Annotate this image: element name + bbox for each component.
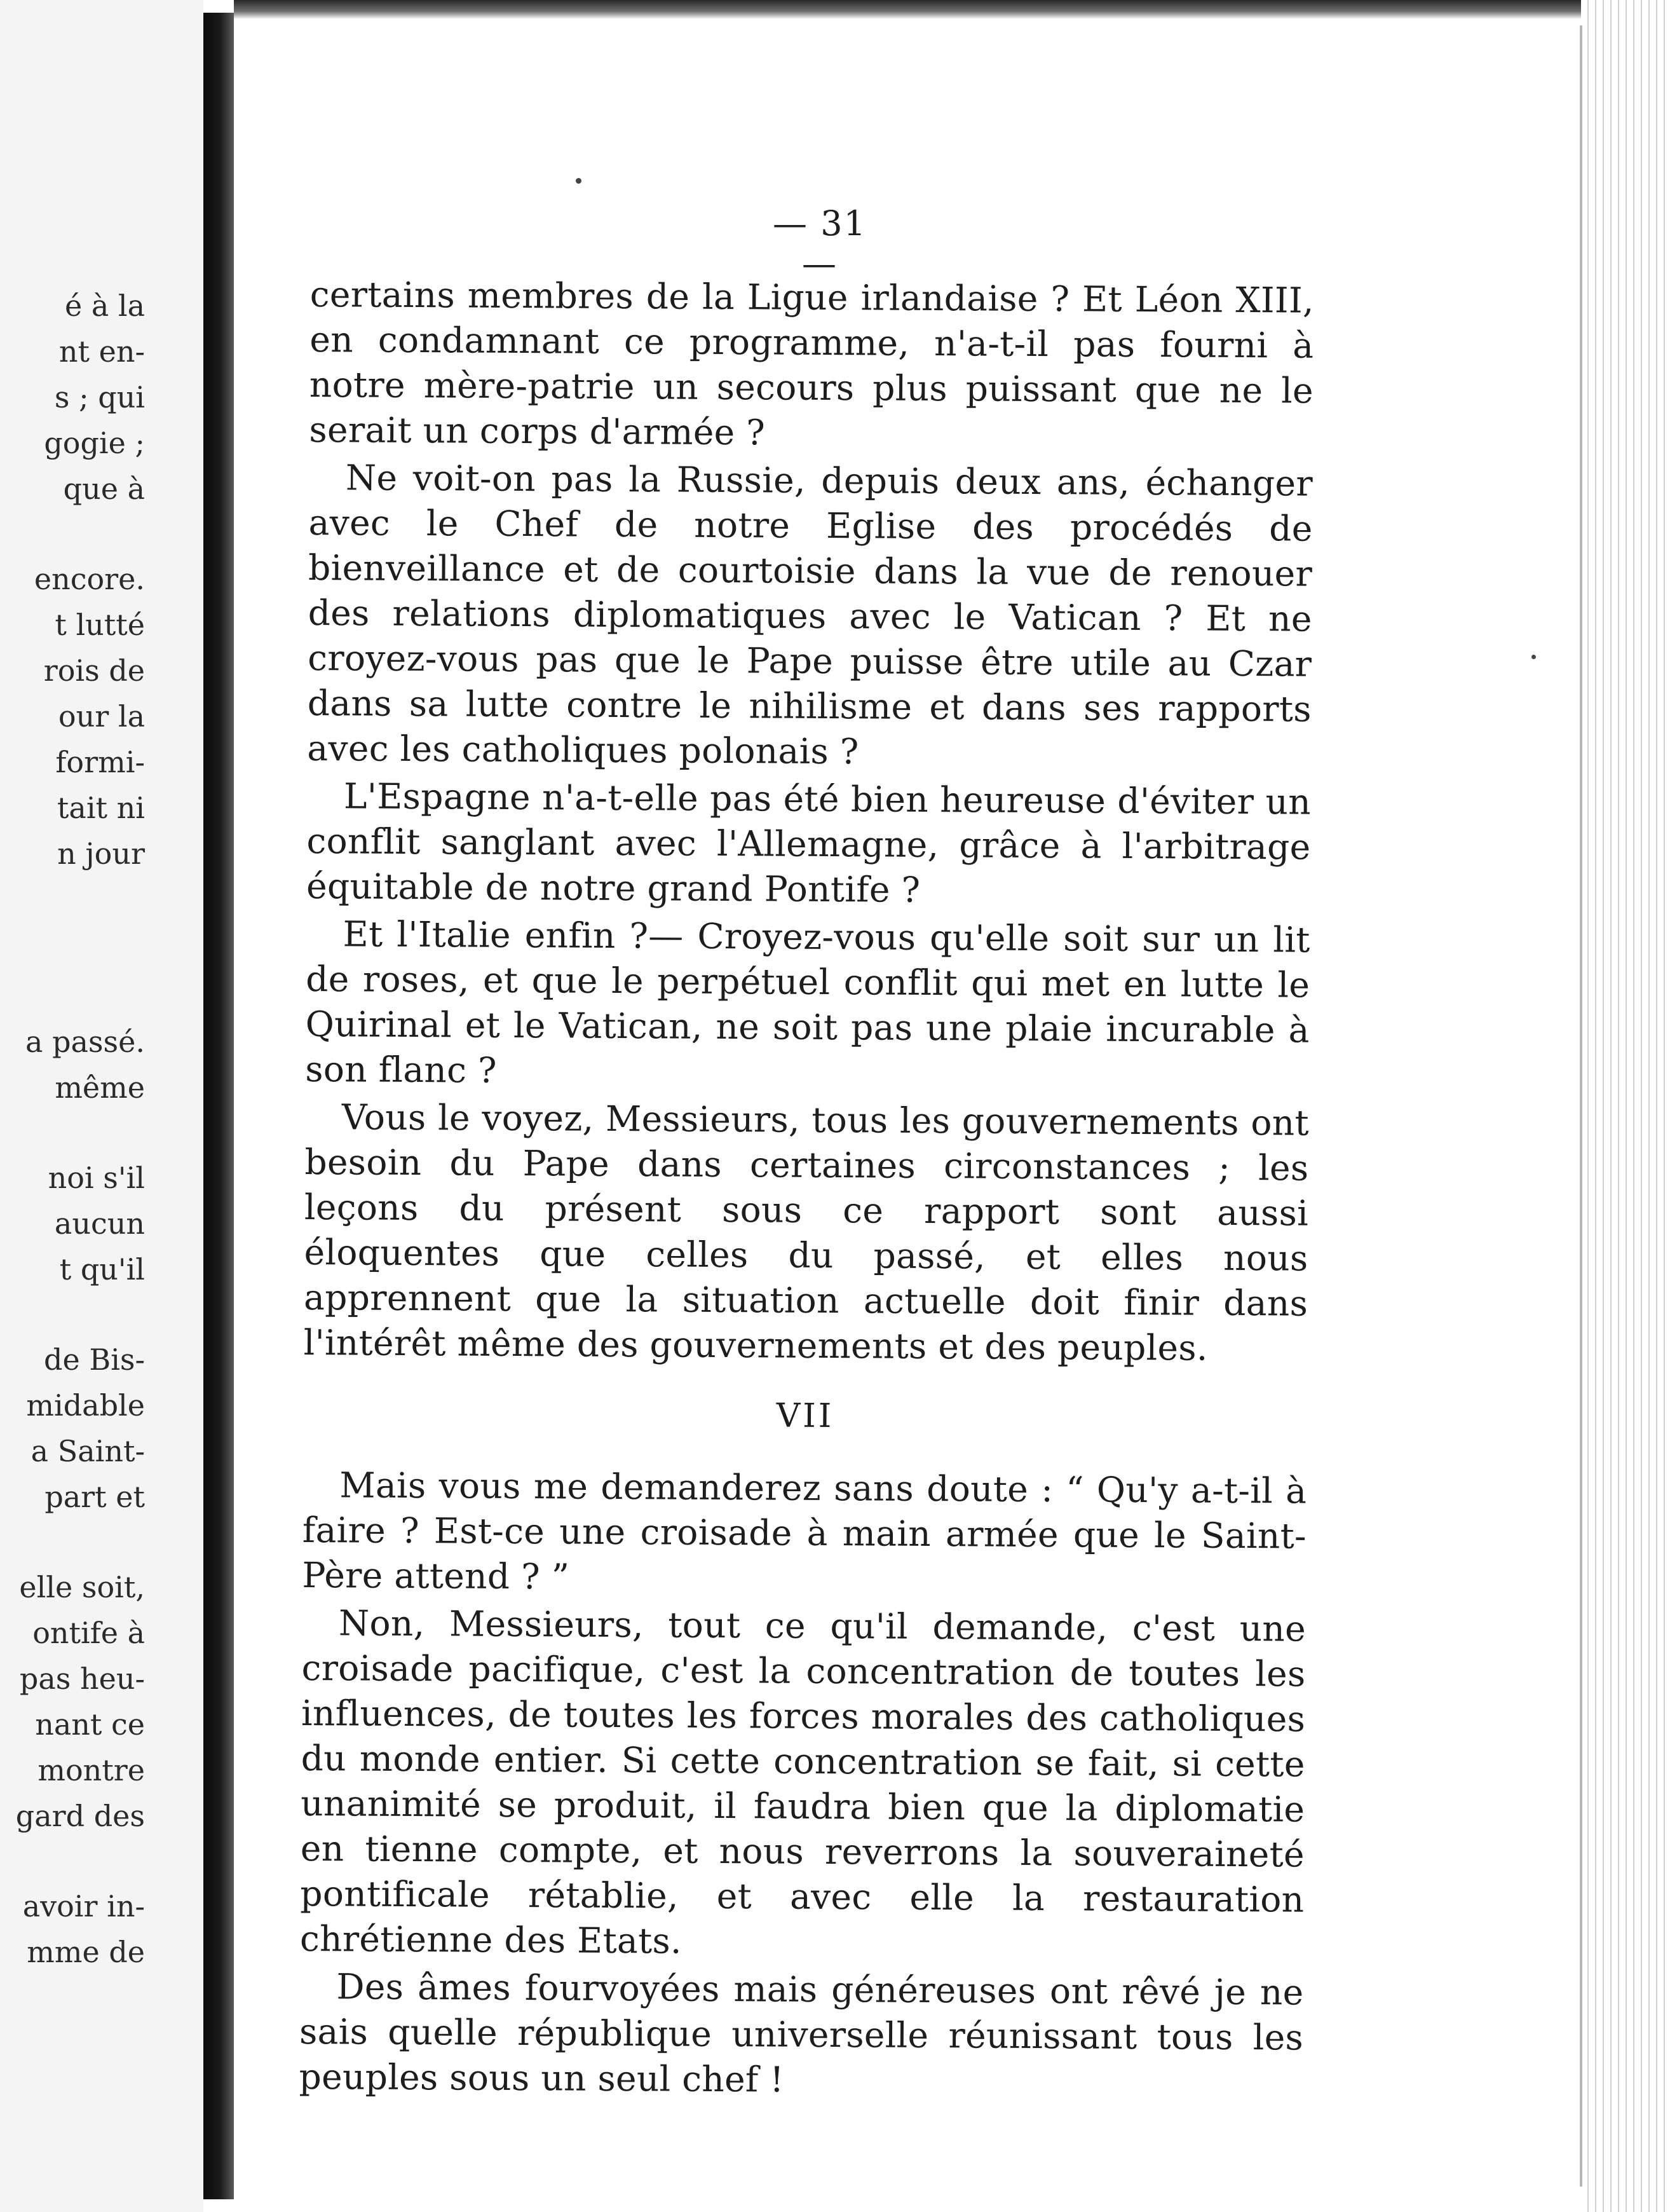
left-line-fragment: formi- <box>55 745 145 779</box>
left-facing-page <box>0 0 203 2212</box>
print-speck <box>576 178 581 184</box>
section-heading: VII <box>776 1396 834 1436</box>
paragraph: L'Espagne n'a-t-elle pas été bien heureuse d'éviter un conflit sanglant avec l'Allemagne, grâce à l'arbitrage équitable de notre grand Pontife ? <box>306 775 1312 910</box>
left-line-fragment: s ; qui <box>54 380 145 414</box>
top-page-edge <box>234 0 1670 19</box>
left-line-fragment: montre <box>37 1753 145 1787</box>
left-line-fragment: part et <box>44 1480 145 1514</box>
left-line-fragment: que à <box>63 472 145 506</box>
right-page-edge-line <box>1580 25 1582 2187</box>
left-line-fragment: tait ni <box>57 791 145 825</box>
left-line-fragment: t lutté <box>55 608 145 642</box>
left-line-fragment: our la <box>58 699 145 734</box>
left-line-fragment: mme de <box>27 1935 145 1969</box>
left-line-fragment: n jour <box>57 836 145 871</box>
left-line-fragment: gard des <box>15 1799 145 1833</box>
paragraph: Ne voit-on pas la Russie, depuis deux ans, échanger avec le Chef de notre Eglise des procédés de bienveillance et de courtoisie dans la vue de renouer des relations diplomatiques avec le Vatican ? Et ne croyez-vous pas que le Pape puisse être utile au Czar dans sa lutte contre le nihilisme et dans ses rapports avec les catholiques polonais ? <box>307 457 1314 772</box>
paragraph: Non, Messieurs, tout ce qu'il demande, c'est une croisade pacifique, c'est la concentration de toutes les influences, de toutes les forces morales des catholiques du monde entier. Si cette concentration se fait, si cette unanimité se produit, il faudra bien que la diplomatie en tienne compte, et nous reverrons la souveraineté pontificale rétablie, et avec elle la restauration chrétienne des Etats. <box>299 1602 1307 1962</box>
left-line-fragment: a Saint- <box>31 1434 145 1468</box>
left-line-fragment: nt en- <box>58 334 145 369</box>
paragraph: Et l'Italie enfin ?— Croyez-vous qu'elle soit sur un lit de roses, et que le perpétuel conflit qui met en lutte le Quirinal et le Vatican, ne soit pas une plaie incurable à son flanc ? <box>305 913 1310 1091</box>
left-line-fragment: pas heu- <box>19 1662 145 1696</box>
left-line-fragment: même <box>55 1070 145 1105</box>
left-line-fragment: avoir in- <box>22 1889 145 1923</box>
paragraph: certains membres de la Ligue irlandaise ? Et Léon XIII, en condamnant ce programme, n'a-t-il pas fourni à notre mère-patrie un secours plus puissant que ne le serait un corps d'armée ? <box>309 273 1314 453</box>
left-line-fragment: aucun <box>54 1206 145 1241</box>
paragraph: Mais vous me demanderez sans doute : “ Qu'y a-t-il à faire ? Est-ce une croisade à main armée que le Saint-Père attend ? ” <box>302 1464 1307 1597</box>
right-page-edges <box>1581 0 1670 2212</box>
book-gutter-shadow <box>203 13 234 2199</box>
left-line-fragment: rois de <box>43 653 145 688</box>
left-line-fragment: de Bis- <box>44 1342 145 1377</box>
left-line-fragment: a passé. <box>25 1025 145 1059</box>
left-line-fragment: ontife à <box>32 1616 145 1650</box>
body-text <box>299 272 1314 2108</box>
left-line-fragment: elle soit, <box>19 1570 145 1604</box>
left-line-fragment: noi s'il <box>48 1161 145 1195</box>
left-line-fragment: gogie ; <box>44 426 145 460</box>
left-line-fragment: midable <box>26 1388 145 1423</box>
paragraph: Vous le voyez, Messieurs, tous les gouvernements ont besoin du Pape dans certaines circonstances ; les leçons du présent sous ce rapport sont aussi éloquentes que celles du passé, et elles nous apprennent que la situation actuelle doit finir dans l'intérêt même des gouvernements et des peuples. <box>303 1096 1310 1369</box>
paragraph: Des âmes fourvoyées mais généreuses ont rêvé je ne sais quelle république universelle réunissant tous les peuples sous un seul chef ! <box>299 1966 1304 2100</box>
left-line-fragment: nant ce <box>35 1707 145 1742</box>
print-speck <box>1531 655 1536 659</box>
left-line-fragment: t qu'il <box>59 1252 145 1287</box>
left-line-fragment: encore. <box>34 562 145 596</box>
left-line-fragment: é à la <box>64 289 145 323</box>
page-number: — 31 — <box>773 203 867 283</box>
